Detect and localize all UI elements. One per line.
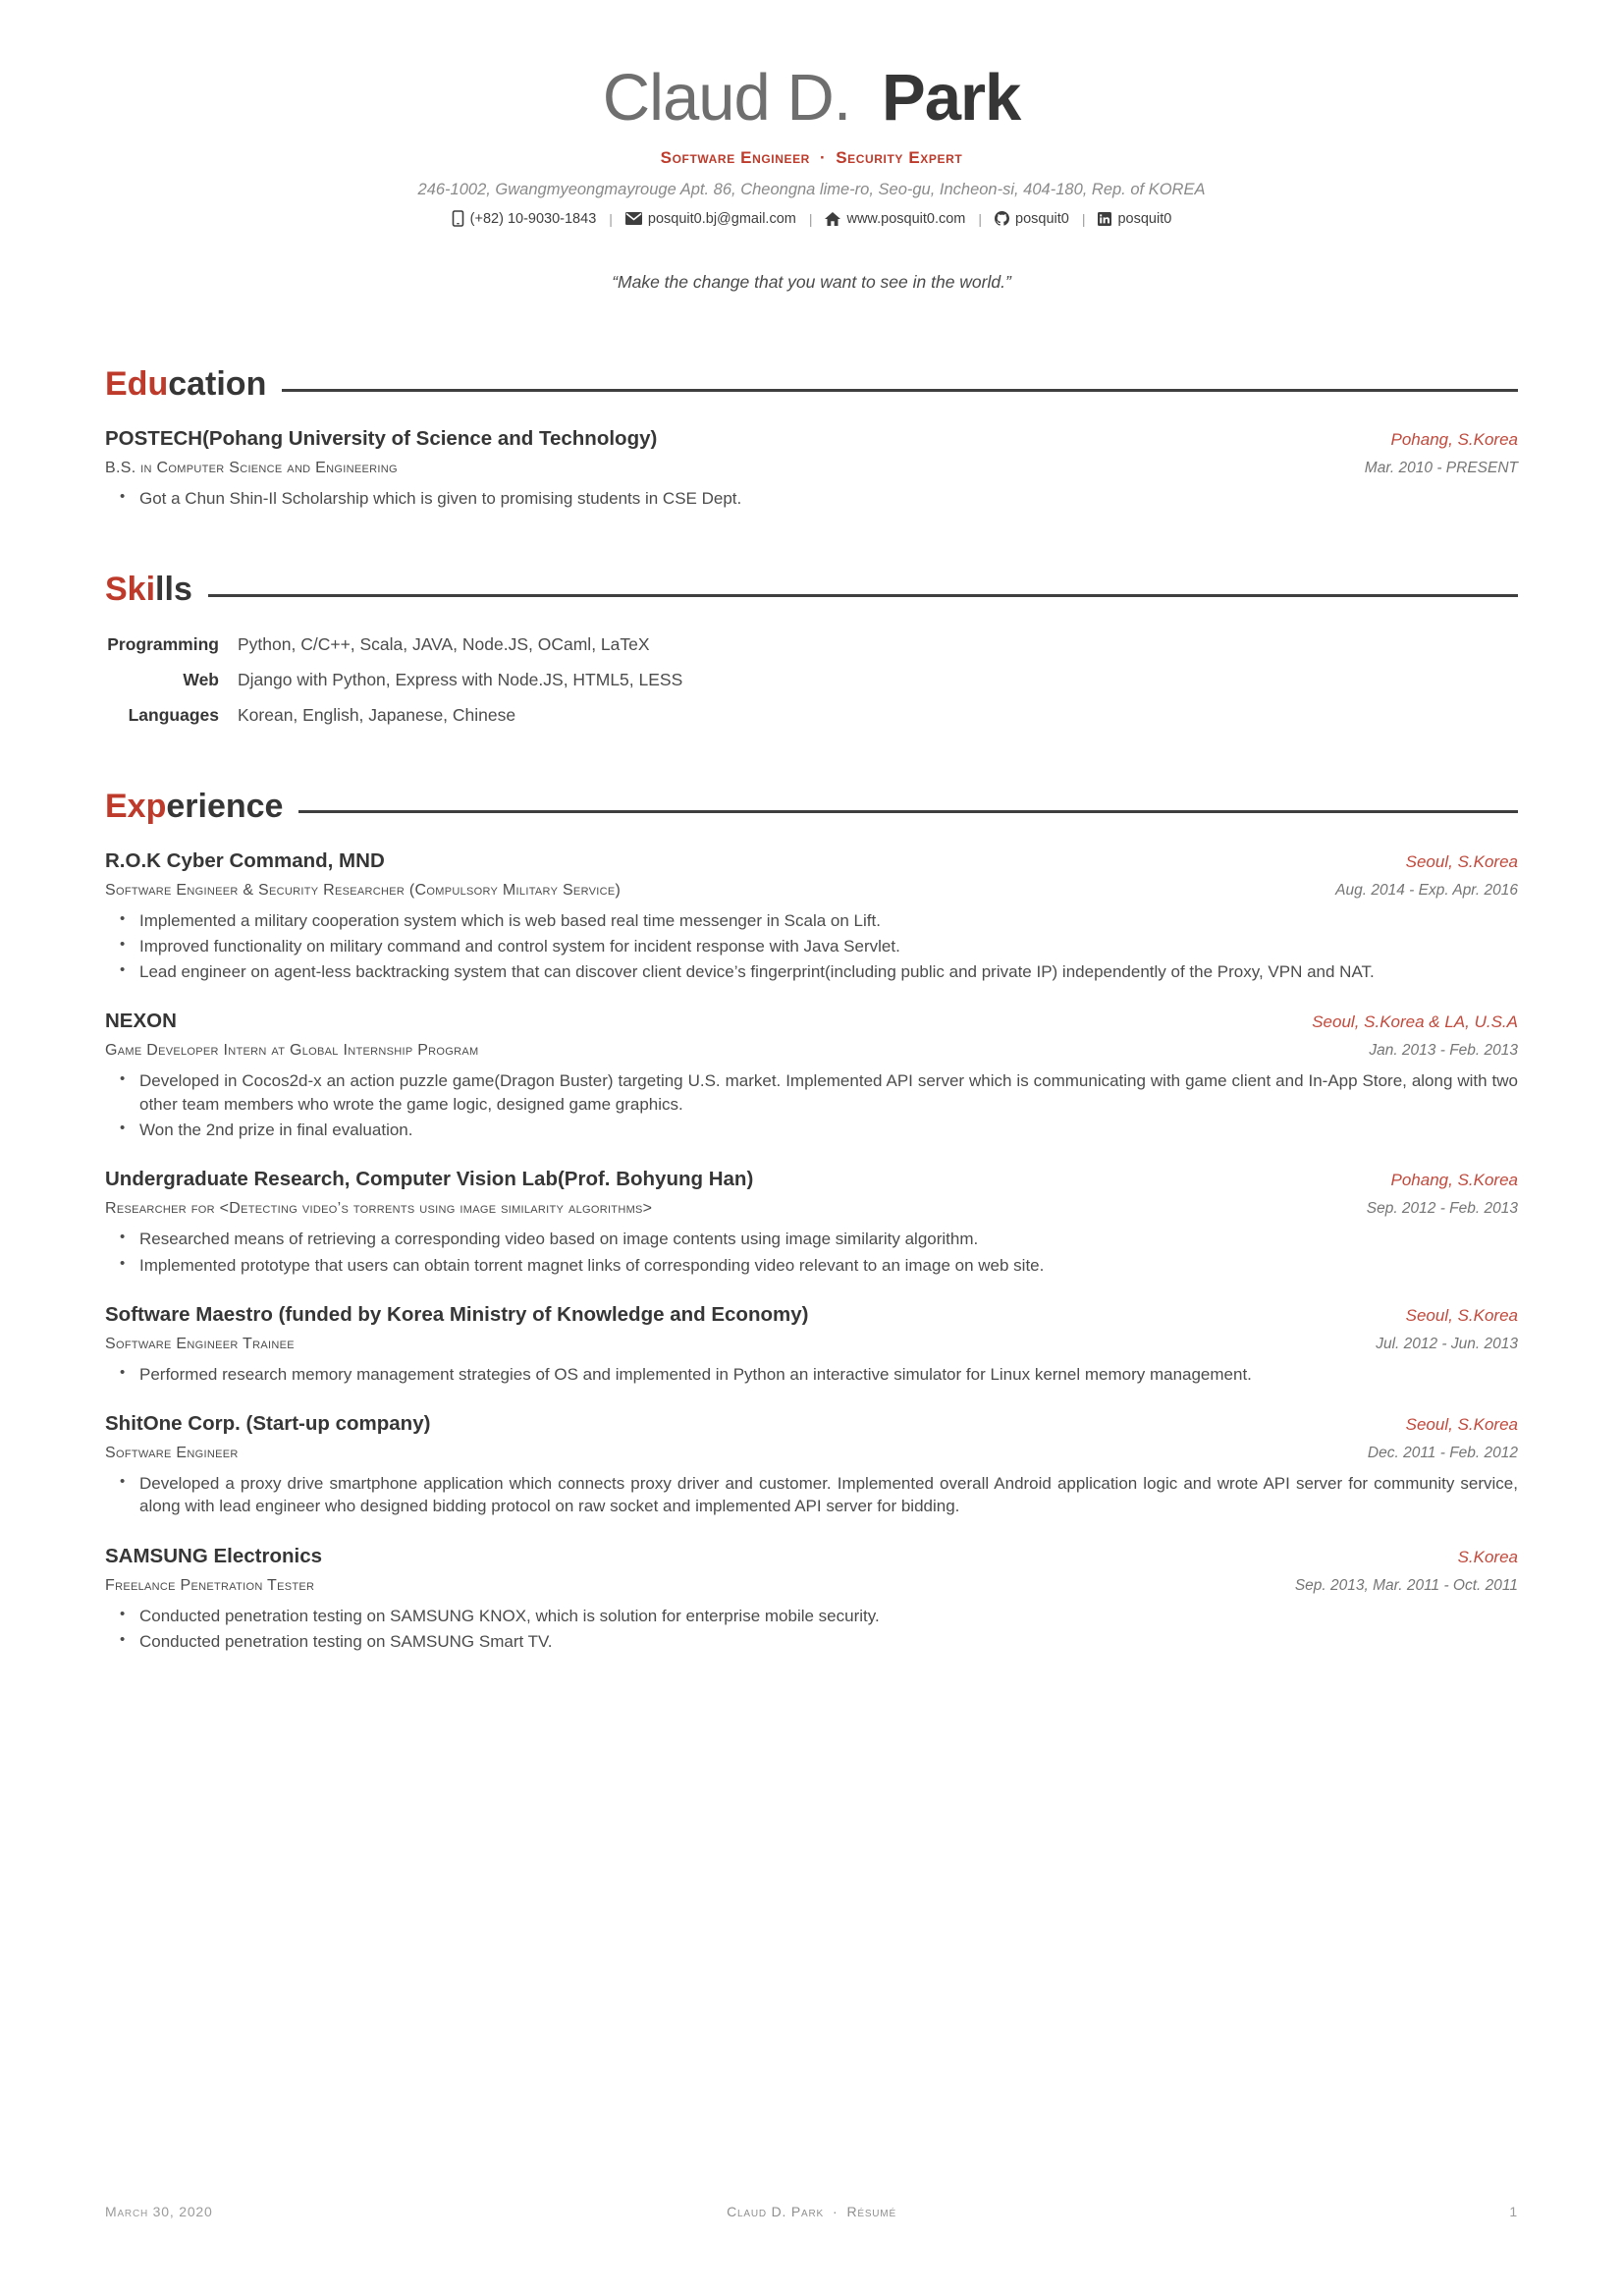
entry-location: Seoul, S.Korea bbox=[1405, 1415, 1518, 1435]
heading-rest: lls bbox=[155, 571, 192, 609]
entry-bullets bbox=[105, 487, 1518, 510]
entry-title: ShitOne Corp. (Start-up company) bbox=[105, 1412, 431, 1436]
email-text: posquit0.bj@gmail.com bbox=[647, 210, 796, 227]
entry-date: Aug. 2014 - Exp. Apr. 2016 bbox=[1335, 881, 1518, 899]
bullet-item: • Improved functionality on military command and control system for incident response with Java Servlet. bbox=[105, 935, 1518, 957]
skill-value: Korean, English, Japanese, Chinese bbox=[238, 704, 516, 725]
resume-header bbox=[105, 61, 1518, 293]
entry-location: Pohang, S.Korea bbox=[1390, 1171, 1518, 1190]
footer-page-number: 1 bbox=[1509, 2204, 1519, 2219]
bullet-item: • Implemented prototype that users can obtain torrent magnet links of corresponding video relevant to an image on web site. bbox=[105, 1254, 1518, 1277]
heading-highlight: Ski bbox=[105, 571, 156, 609]
contact-divider: | bbox=[609, 210, 613, 227]
entry-bullets bbox=[105, 1363, 1518, 1386]
entry-title: Undergraduate Research, Computer Vision Lab(Prof. Bohyung Han) bbox=[105, 1168, 754, 1191]
entry-position: Software Engineer & Security Researcher (Compulsory Military Service) bbox=[105, 881, 622, 899]
heading-rule bbox=[298, 810, 1518, 813]
website-contact[interactable] bbox=[825, 211, 965, 227]
entry-position: B.S. in Computer Science and Engineering bbox=[105, 460, 398, 476]
section-heading-skills bbox=[105, 571, 1518, 609]
entry-position: Software Engineer Trainee bbox=[105, 1335, 295, 1352]
heading-rest: erience bbox=[166, 787, 284, 825]
envelope-icon bbox=[625, 212, 642, 225]
skill-label: Web bbox=[183, 670, 219, 690]
experience-entry bbox=[105, 1412, 1518, 1518]
bullet-item: • Conducted penetration testing on SAMSUNG Smart TV. bbox=[105, 1630, 1518, 1653]
entry-position: Researcher for <Detecting video’s torrents using image similarity algorithms> bbox=[105, 1200, 653, 1218]
email-contact[interactable] bbox=[625, 211, 796, 227]
entry-title: POSTECH(Pohang University of Science and Technology) bbox=[105, 427, 658, 450]
entry-position: Software Engineer bbox=[105, 1445, 239, 1462]
entry-title: Software Maestro (funded by Korea Ministry of Knowledge and Economy) bbox=[105, 1302, 809, 1326]
heading-highlight: Edu bbox=[105, 365, 169, 403]
bullet-item: • Developed in Cocos2d-x an action puzzle game(Dragon Buster) targeting U.S. market. Implemented API server which is communicating with game client and In-App Store, along with two other team members who wrote the game logic, designed game graphics. bbox=[105, 1069, 1518, 1116]
entry-title: NEXON bbox=[105, 1010, 177, 1033]
skill-value: Python, C/C++, Scala, JAVA, Node.JS, OCaml, LaTeX bbox=[238, 634, 650, 655]
entry-date: Sep. 2013, Mar. 2011 - Oct. 2011 bbox=[1294, 1576, 1518, 1594]
tagline-role-2: Security Expert bbox=[836, 148, 963, 167]
page-footer bbox=[105, 2204, 1518, 2219]
entry-position: Game Developer Intern at Global Internship Program bbox=[105, 1042, 479, 1060]
phone-contact[interactable] bbox=[452, 210, 597, 227]
entry-title: R.O.K Cyber Command, MND bbox=[105, 848, 385, 872]
github-contact[interactable] bbox=[995, 211, 1069, 227]
contact-divider: | bbox=[1081, 210, 1086, 227]
skill-row-languages bbox=[105, 704, 1518, 727]
footer-doc-type: Résumé bbox=[846, 2204, 896, 2219]
bullet-item: • Lead engineer on agent-less backtracking system that can discover client device’s fingerprint(including public and private IP) independently of the Proxy, VPN and NAT. bbox=[105, 960, 1518, 983]
bullet-item: • Conducted penetration testing on SAMSUNG KNOX, which is solution for enterprise mobile security. bbox=[105, 1605, 1518, 1627]
entry-date: Sep. 2012 - Feb. 2013 bbox=[1366, 1200, 1518, 1218]
mobile-icon bbox=[452, 210, 464, 227]
footer-title bbox=[576, 2204, 1048, 2219]
entry-date: Mar. 2010 - PRESENT bbox=[1364, 460, 1518, 476]
entry-location: Seoul, S.Korea bbox=[1405, 851, 1518, 871]
section-experience bbox=[105, 787, 1518, 1654]
linkedin-username: posquit0 bbox=[1117, 210, 1172, 227]
experience-entry bbox=[105, 1545, 1518, 1654]
entry-bullets bbox=[105, 1605, 1518, 1654]
entry-bullets bbox=[105, 1472, 1518, 1518]
experience-entry bbox=[105, 1010, 1518, 1141]
linkedin-contact[interactable] bbox=[1098, 211, 1171, 227]
entry-date: Dec. 2011 - Feb. 2012 bbox=[1367, 1445, 1518, 1462]
contact-divider: | bbox=[808, 210, 813, 227]
bullet-item: • Implemented a military cooperation system which is web based real time messenger in Scala on Lift. bbox=[105, 909, 1518, 932]
entry-date: Jul. 2012 - Jun. 2013 bbox=[1376, 1335, 1518, 1352]
entry-location: S.Korea bbox=[1457, 1547, 1518, 1566]
phone-text: (+82) 10-9030-1843 bbox=[469, 210, 597, 227]
bullet-item: • Researched means of retrieving a corresponding video based on image contents using image similarity algorithm. bbox=[105, 1228, 1518, 1250]
last-name: Park bbox=[882, 61, 1021, 135]
tagline-role-1: Software Engineer bbox=[660, 148, 810, 167]
heading-rule bbox=[208, 594, 1518, 597]
entry-bullets bbox=[105, 1228, 1518, 1277]
entry-location: Seoul, S.Korea & LA, U.S.A bbox=[1312, 1012, 1518, 1032]
skill-row-web bbox=[105, 669, 1518, 691]
bullet-item: • Performed research memory management strategies of OS and implemented in Python an interactive simulator for Linux kernel memory management. bbox=[105, 1363, 1518, 1386]
full-name bbox=[105, 61, 1518, 135]
section-skills bbox=[105, 573, 1518, 726]
entry-location: Pohang, S.Korea bbox=[1390, 430, 1518, 449]
entry-position: Freelance Penetration Tester bbox=[105, 1576, 315, 1594]
entry-bullets bbox=[105, 1069, 1518, 1141]
home-icon bbox=[825, 212, 840, 226]
skill-row-programming bbox=[105, 633, 1518, 656]
github-username: posquit0 bbox=[1015, 210, 1069, 227]
skill-label: Programming bbox=[107, 634, 219, 655]
entry-title: SAMSUNG Electronics bbox=[105, 1544, 322, 1567]
linkedin-icon bbox=[1098, 212, 1111, 226]
skill-value: Django with Python, Express with Node.JS, HTML5, LESS bbox=[238, 670, 683, 690]
experience-entry bbox=[105, 1168, 1518, 1277]
personal-quote: “Make the change that you want to see in the world.” bbox=[612, 272, 1011, 292]
heading-highlight: Exp bbox=[105, 787, 167, 825]
footer-date: March 30, 2020 bbox=[105, 2204, 213, 2219]
tagline bbox=[105, 148, 1518, 168]
tagline-separator: · bbox=[819, 148, 827, 167]
contact-divider: | bbox=[978, 210, 983, 227]
bullet-item: • Got a Chun Shin-Il Scholarship which is given to promising students in CSE Dept. bbox=[105, 487, 1518, 510]
heading-rule bbox=[282, 389, 1518, 392]
section-heading-education bbox=[105, 367, 1518, 401]
first-name: Claud D. bbox=[602, 61, 851, 135]
contact-bar bbox=[105, 210, 1518, 227]
skills-table bbox=[105, 633, 1518, 726]
footer-separator: · bbox=[832, 2204, 839, 2219]
bullet-item: • Developed a proxy drive smartphone application which connects proxy driver and customer. Implemented overall Android application logic and wrote API server for community service, along with lead engineer who designed bidding protocol on raw socket and implemented API server for bidding. bbox=[105, 1472, 1518, 1518]
entry-location: Seoul, S.Korea bbox=[1405, 1305, 1518, 1325]
github-icon bbox=[995, 211, 1009, 226]
education-entry bbox=[105, 427, 1518, 510]
footer-name: Claud D. Park bbox=[727, 2204, 824, 2219]
bullet-item: • Won the 2nd prize in final evaluation. bbox=[105, 1119, 1518, 1141]
entry-date: Jan. 2013 - Feb. 2013 bbox=[1369, 1042, 1518, 1060]
address-line: 246-1002, Gwangmyeongmayrouge Apt. 86, Cheongna lime-ro, Seo-gu, Incheon-si, 404-180, Rep. of KOREA bbox=[417, 181, 1206, 198]
skill-label: Languages bbox=[128, 704, 219, 725]
experience-entry bbox=[105, 849, 1518, 984]
experience-entry bbox=[105, 1303, 1518, 1386]
website-text: www.posquit0.com bbox=[846, 210, 966, 227]
heading-rest: cation bbox=[168, 365, 267, 403]
section-education bbox=[105, 367, 1518, 510]
entry-bullets bbox=[105, 909, 1518, 984]
section-heading-experience bbox=[105, 787, 1518, 825]
